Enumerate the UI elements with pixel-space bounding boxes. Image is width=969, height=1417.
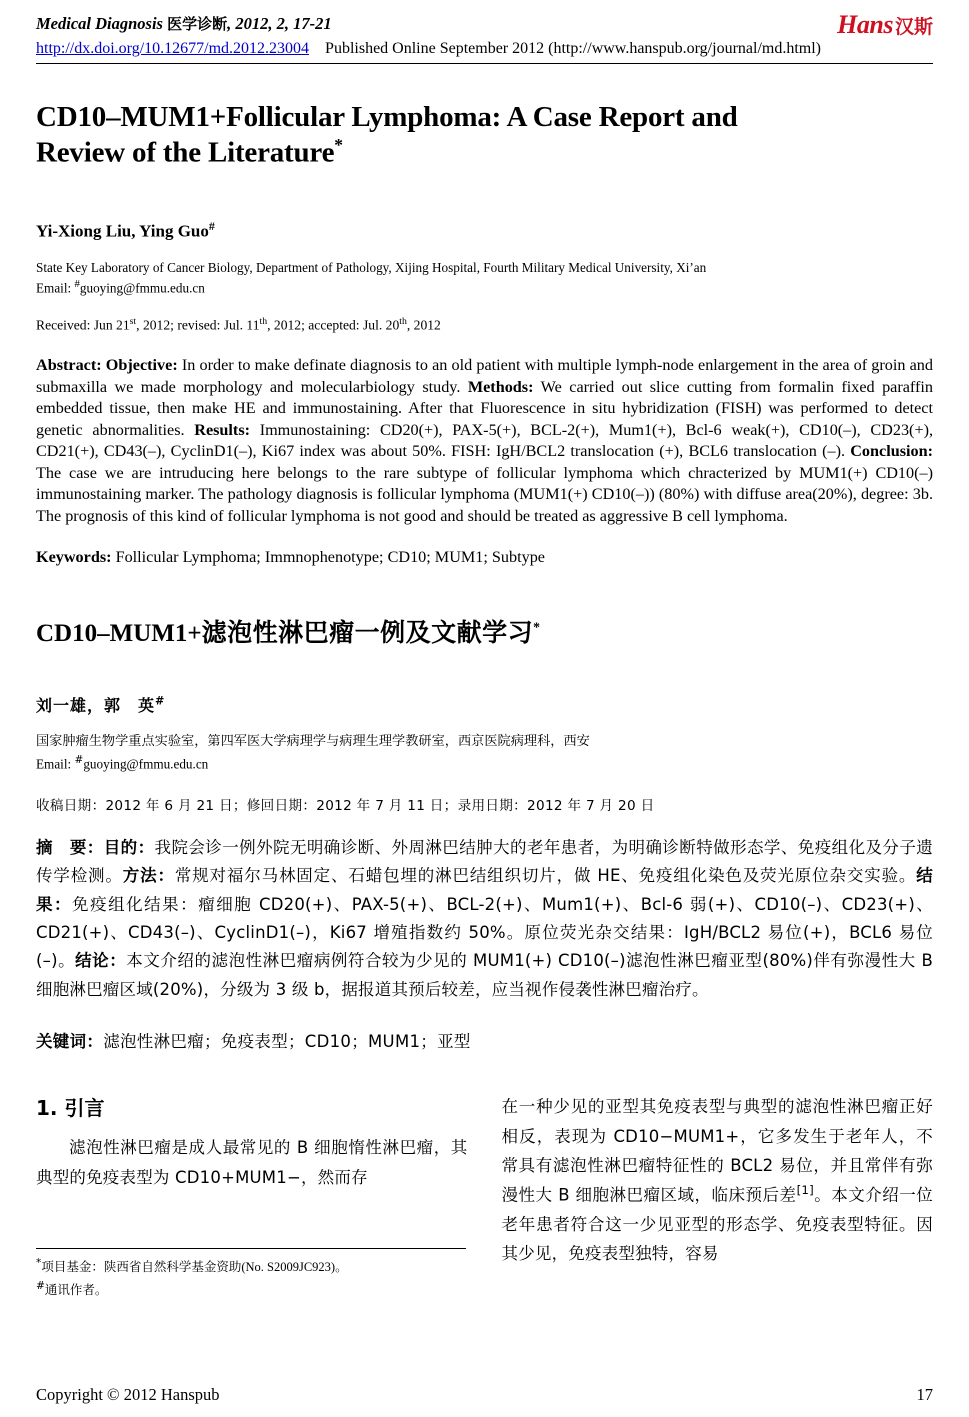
abstract-block — [36, 355, 933, 527]
email-mark: # — [74, 278, 80, 290]
author-list — [36, 219, 933, 242]
hans-logo-text: Hans — [837, 10, 893, 39]
author-names-cn: 刘一雄，郭 英 — [36, 696, 156, 716]
author-names: Yi-Xiong Liu, Ying Guo — [36, 221, 209, 241]
keywords-label-cn: 关键词： — [36, 1032, 104, 1052]
column-right — [502, 1092, 934, 1300]
revised-sup: th — [259, 315, 268, 327]
abstract-objective-text: In order to make definate diagnosis to an old patient with multiple lymph-node enlargement in the area of groin and submaxilla we made morphology and molecularbiology study. — [36, 356, 933, 396]
keywords-block-cn — [36, 1028, 933, 1052]
email-address-cn: guoying@fmmu.edu.cn — [83, 756, 209, 772]
affiliation-text-cn: 国家肿瘤生物学重点实验室，第四军医大学病理学与病理生理学教研室，西京医院病理科，西安 — [36, 734, 590, 750]
journal-volume-pages: , 2012, 2, 17-21 — [227, 14, 332, 33]
abstract-methods-label: Methods: — [467, 377, 534, 396]
affiliation-block — [36, 258, 933, 298]
keywords-text-cn: 滤泡性淋巴瘤；免疫表型；CD10；MUM1；亚型 — [103, 1032, 471, 1052]
published-online-text: Published Online September 2012 (http://www.hanspub.org/journal/md.html) — [325, 40, 821, 57]
footnote-corresponding — [36, 1277, 468, 1300]
footnote-grant-number: (No. S2009JC923) — [241, 1260, 336, 1275]
title-footnote-mark: * — [334, 135, 343, 156]
revised-label: , 2012; revised: Jul. 11 — [136, 317, 260, 333]
intro-right-text-1: 在一种少见的亚型其免疫表型与典型的滤泡性淋巴瘤正好相反，表现为 CD10−MUM1+，它多发生于老年人，不常具有滤泡性淋巴瘤特征性的 BCL2 易位，并且常伴有弥漫性大 B 细胞淋巴瘤区域，临床预后差 — [501, 1097, 933, 1205]
doi-link[interactable]: http://dx.doi.org/10.12677/md.2012.23004 — [36, 40, 310, 57]
email-mark-cn: # — [74, 754, 84, 767]
abstract-conclusion-text: The case we are intruducing here belongs to the rare subtype of follicular lymphoma which chracterized by MUM1(+) CD10(–) immunostaining marker. The pathology diagnosis is follicular lymphoma (MUM1(+) CD10(–)) (80%) with diffuse area(20%), degree: 3b. The prognosis of this kind of follicular lymphoma is not good and should be treated as aggressive B cell lymphoma. — [36, 463, 933, 525]
author-cn-footnote-mark: # — [155, 694, 166, 708]
footnote-hash-mark: # — [36, 1279, 45, 1293]
abstract-conclusion-label: Conclusion: — [850, 442, 933, 461]
journal-name: Medical Diagnosis — [36, 14, 163, 33]
author-footnote-mark: # — [208, 219, 215, 234]
abstract-results-text-cn: 免疫组化结果：瘤细胞 CD20(+)、PAX-5(+)、BCL-2(+)、Mum1(+)、Bcl-6 弱(+)、CD10(–)、CD23(+)、CD21(+)、CD43(–)、CyclinD1(–)，Ki67 增殖指数约 50%。原位荧光杂交结果：IgH/BCL2 易位(+)，BCL6 易位(–)。 — [36, 894, 933, 971]
author-list-cn — [36, 693, 933, 716]
title-cn-text: 滤泡性淋巴瘤一例及文献学习 — [201, 618, 534, 648]
affiliation-block-cn — [36, 731, 933, 776]
dates-tail: , 2012 — [406, 317, 441, 333]
column-left — [36, 1092, 468, 1300]
title-cn-latin: CD10–MUM1+ — [36, 620, 202, 648]
page-footer — [36, 1385, 933, 1405]
email-label-cn: Email: — [36, 756, 75, 772]
abstract-objective-text-cn: 我院会诊一例外院无明确诊断、外周淋巴结肿大的老年患者，为明确诊断特做形态学、免疫组化及分子遗传学检测。 — [36, 837, 933, 886]
abstract-results-label: Results: — [194, 420, 251, 439]
journal-info — [36, 14, 332, 35]
page-number: 17 — [916, 1385, 933, 1404]
journal-name-cn: 医学诊断 — [167, 15, 228, 33]
page-header — [36, 10, 933, 38]
abstract-label-cn: 摘 要： — [36, 837, 104, 857]
abstract-label: Abstract: — [36, 356, 106, 375]
footnote-corresponding-text: 通讯作者。 — [44, 1282, 108, 1298]
copyright-text: Copyright © 2012 Hanspub — [36, 1385, 220, 1404]
title-cn-footnote-mark: * — [533, 619, 540, 635]
abstract-objective-label-cn: 目的： — [103, 837, 155, 857]
abstract-methods-text-cn: 常规对福尔马林固定、石蜡包埋的淋巴结组织切片，做 HE、免疫组化染色及荧光原位杂交实验。 — [174, 866, 917, 886]
title-line-1: CD10–MUM1+Follicular Lymphoma: A Case Report and — [36, 100, 738, 133]
page-title — [36, 100, 933, 171]
email-line — [36, 277, 933, 298]
keywords-label: Keywords: — [36, 548, 116, 567]
article-dates — [36, 316, 933, 334]
email-line-cn — [36, 752, 933, 776]
intro-paragraph-left: 滤泡性淋巴瘤是成人最常见的 B 细胞惰性淋巴瘤，其典型的免疫表型为 CD10+MUM1−，然而存 — [36, 1138, 468, 1187]
doi-row — [36, 39, 933, 60]
accepted-label: , 2012; accepted: Jul. 20 — [267, 317, 400, 333]
footnote-funding — [36, 1254, 468, 1277]
abstract-results-text: Immunostaining: CD20(+), PAX-5(+), BCL-2(+), Mum1(+), Bcl-6 weak(+), CD10(–), CD23(+), CD21(+), CD43(–), CyclinD1(–), Ki67 index was about 50%. FISH: IgH/BCL2 translocation (+), BCL6 translocation (–). — [36, 420, 934, 461]
received-sup: st — [129, 315, 137, 327]
affiliation-text: State Key Laboratory of Cancer Biology, Department of Pathology, Xijing Hospital, Fourth Military Medical University, Xi’an — [36, 259, 707, 275]
title-line-2: Review of the Literature — [36, 136, 335, 169]
footnote-star-mark: * — [36, 1255, 42, 1269]
keywords-block — [36, 547, 933, 569]
footnote-divider — [36, 1248, 466, 1249]
section-heading-introduction: 1. 引言 — [36, 1096, 105, 1121]
abstract-conclusion-label-cn: 结论： — [75, 951, 127, 971]
hans-logo-cn: 汉斯 — [894, 16, 933, 38]
received-label: Received: Jun 21 — [36, 317, 130, 333]
abstract-conclusion-text-cn: 本文介绍的滤泡性淋巴瘤病例符合较为少见的 MUM1(+) CD10(–)滤泡性淋巴瘤亚型(80%)伴有弥漫性大 B 细胞淋巴瘤区域(20%)，分级为 3 级 b，据报道其预后较差，应当视作侵袭性淋巴瘤治疗。 — [36, 951, 933, 999]
abstract-results-label-cn: 结果： — [36, 866, 933, 914]
footnote-funding-text: 项目基金：陕西省自然科学基金资助 — [41, 1259, 242, 1275]
accepted-sup: th — [399, 315, 407, 327]
footnote-block — [36, 1248, 468, 1300]
article-dates-cn: 收稿日期：2012 年 6 月 21 日；修回日期：2012 年 7 月 11 日；录用日期：2012 年 7 月 20 日 — [36, 797, 655, 814]
email-label: Email: — [36, 280, 75, 296]
footnote-funding-tail: 。 — [335, 1259, 348, 1275]
header-divider — [36, 63, 933, 64]
intro-right-text-2: 。本文介绍一位老年患者符合这一少见亚型的形态学、免疫表型特征。因其少见，免疫表型独特，容易 — [501, 1185, 934, 1264]
email-address: guoying@fmmu.edu.cn — [79, 280, 205, 296]
abstract-block-cn — [36, 834, 933, 1004]
citation-reference-1: [1] — [796, 1183, 814, 1198]
abstract-objective-label: Objective: — [105, 356, 178, 375]
body-columns — [36, 1092, 933, 1300]
abstract-methods-label-cn: 方法： — [122, 866, 175, 886]
keywords-text: Follicular Lymphoma; Immnophenotype; CD10; MUM1; Subtype — [115, 548, 545, 567]
hans-logo — [837, 12, 933, 38]
abstract-methods-text: We carried out slice cutting from formalin fixed paraffin embedded tissue, then make HE and immunostaining. After that Fluorescence in situ hybridization (FISH) was performed to detect genetic abnormalities. — [36, 377, 933, 439]
page-title-cn — [36, 613, 933, 649]
intro-paragraph-right — [502, 1092, 934, 1269]
